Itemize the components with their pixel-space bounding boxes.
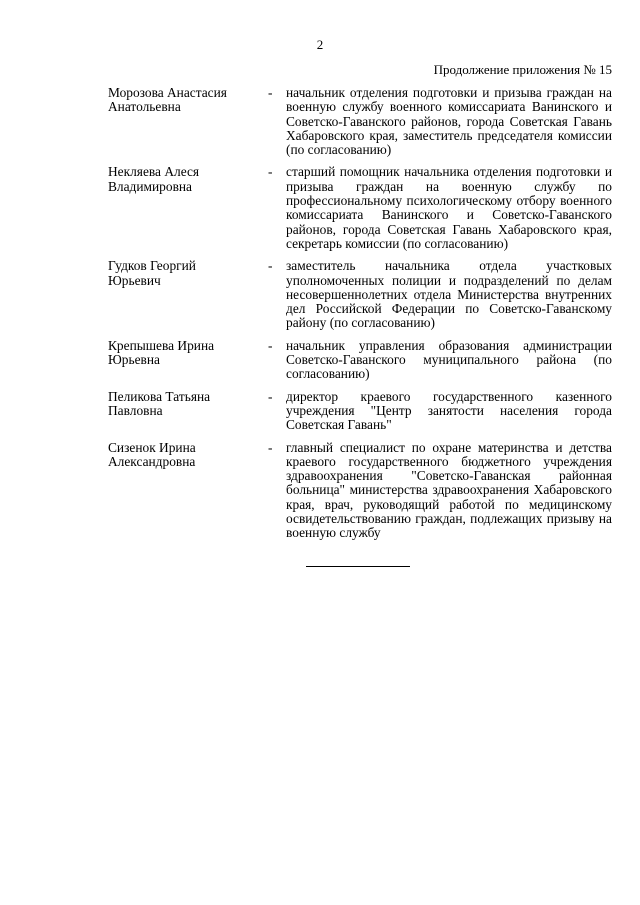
page-number: 2	[316, 37, 324, 52]
member-dash: -	[268, 388, 273, 404]
member-name: Некляева Алеся Владимировна	[108, 164, 200, 194]
member-name: Крепышева Ирина Юрьевна	[108, 337, 215, 368]
member-dash: -	[268, 258, 273, 274]
member-dash: -	[268, 439, 273, 455]
member-role: директор краевого государственного казенного учреждения "Центр занятости населения города Советская Гавань"	[286, 388, 612, 433]
member-dash: -	[268, 85, 273, 100]
member-dash: -	[268, 337, 273, 353]
member-row	[108, 390, 612, 433]
member-dash: -	[268, 164, 273, 180]
member-role: главный специалист по охране материнства и детства краевого государственного бюджетного учреждения здравоохранения "Советско-Гаванская районная больница" министерства здравоохранения Хабаровского края, врач, руководящий работой по медицинскому освидетельствованию граждан, подлежащих призыву на военную службу	[286, 439, 612, 541]
end-divider	[306, 566, 410, 567]
member-row	[108, 259, 612, 330]
member-name: Пеликова Татьяна Павловна	[108, 388, 211, 418]
member-row	[108, 165, 612, 251]
member-name: Гудков Георгий Юрьевич	[108, 258, 196, 288]
member-role: заместитель начальника отдела участковых уполномоченных полиции и подразделений по делам несовершеннолетних отдела Министерства внутренних дел Российской Федерации по Советско-Гаванскому району (по согласованию)	[286, 258, 612, 331]
appendix-continuation-note: Продолжение приложения № 15	[433, 62, 612, 77]
commission-member-list	[108, 86, 612, 549]
member-name: Морозова Анастасия Анатольевна	[108, 85, 227, 115]
member-role: начальник отделения подготовки и призыва граждан на военную службу военного комиссариата Ванинского и Советско-Гаванского районов, города Советская Гавань Хабаровского края, заместитель председателя комиссии (по согласованию)	[286, 85, 612, 158]
member-row	[108, 339, 612, 382]
member-name: Сизенок Ирина Александровна	[108, 439, 196, 469]
member-row	[108, 441, 612, 541]
member-role: старший помощник начальника отделения подготовки и призыва граждан на военную службу по профессиональному психологическому отбору военного комиссариата Ванинского и Советско-Гаванского районов, города Советская Гавань Хабаровского края, секретарь комиссии (по согласованию)	[286, 164, 612, 251]
member-role: начальник управления образования администрации Советско-Гаванского муниципального района (по согласованию)	[286, 337, 612, 382]
member-row	[108, 86, 612, 157]
